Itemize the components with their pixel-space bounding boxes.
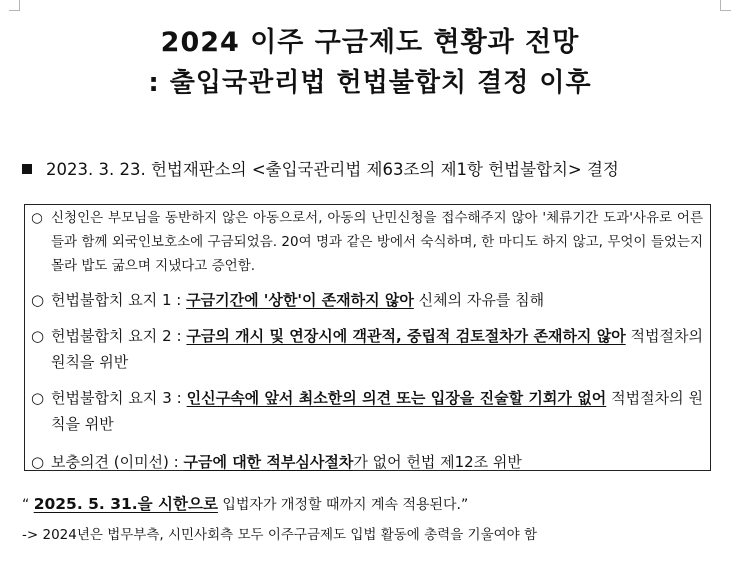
page-corner-mark-left [9, 0, 20, 11]
square-bullet-icon [22, 164, 32, 174]
deadline-quote [22, 492, 468, 514]
deadline-quote-rest: 입법자가 개정할 때까지 계속 적용된다.” [217, 497, 469, 513]
point-label: 헌법불합치 요지 3 : [51, 389, 187, 407]
point-conclusion: 적법절차의 원칙을 위반 [51, 327, 703, 371]
document-title: 2024 이주 구금제도 현황과 전망 [160, 27, 580, 58]
circle-bullet-icon: ○ [31, 291, 45, 309]
summary-item-point-1 [31, 287, 703, 313]
open-quote-mark: “ [22, 497, 34, 513]
point-label: 헌법불합치 요지 2 : [51, 327, 187, 345]
point-emphasis: 구금에 대한 적부심사절차 [183, 453, 354, 471]
point-emphasis: 인신구속에 앞서 최소한의 의견 또는 입장을 진술할 기회가 없어 [186, 389, 607, 407]
summary-item-point-2 [31, 323, 703, 375]
point-conclusion: 신체의 자유를 침해 [413, 291, 545, 309]
deadline-date: 2025. 5. 31.을 시한으로 [33, 495, 218, 513]
point-emphasis: 구금의 개시 및 연장시에 객관적, 중립적 검토절차가 존재하지 않아 [186, 327, 626, 345]
point-conclusion: 가 없어 헌법 제12조 위반 [353, 453, 522, 471]
summary-item-point-3 [31, 385, 703, 437]
page-corner-mark-right [720, 0, 731, 11]
decision-summary-box [24, 204, 711, 471]
point-conclusion: 적법절차의 원칙을 위반 [51, 389, 703, 433]
summary-item-text: 신청인은 부모님을 동반하지 않은 아동으로서, 아동의 난민신청을 접수해주지 않아 '체류기간 도과'사유로 어른들과 함께 외국인보호소에 구금되었음. 20여 명과 같은 방에서 숙식하며, 한 마디도 하지 않고, 무엇이 들었는지 몰라 밥도 굶으며 지냈다고 증언함. [51, 210, 703, 274]
document-subtitle: : 출입국관리법 헌법불합치 결정 이후 [148, 68, 592, 98]
circle-bullet-icon: ○ [31, 210, 43, 226]
circle-bullet-icon: ○ [31, 327, 45, 345]
point-label: 보충의견 (이미선) : [51, 453, 184, 471]
section-heading-text: 2023. 3. 23. 헌법재판소의 <출입국관리법 제63조의 제1항 헌법불합치> 결정 [46, 160, 619, 179]
circle-bullet-icon: ○ [31, 389, 45, 407]
summary-item-case [31, 206, 703, 278]
point-emphasis: 구금기간에 '상한'이 존재하지 않아 [186, 291, 414, 309]
section-heading [22, 156, 619, 180]
summary-item-concurring-opinion [31, 449, 703, 475]
conclusion-note: -> 2024년은 법무부측, 시민사회측 모두 이주구금제도 입법 활동에 총력을 기울여야 함 [22, 527, 538, 543]
point-label: 헌법불합치 요지 1 : [51, 291, 187, 309]
circle-bullet-icon: ○ [31, 453, 45, 471]
